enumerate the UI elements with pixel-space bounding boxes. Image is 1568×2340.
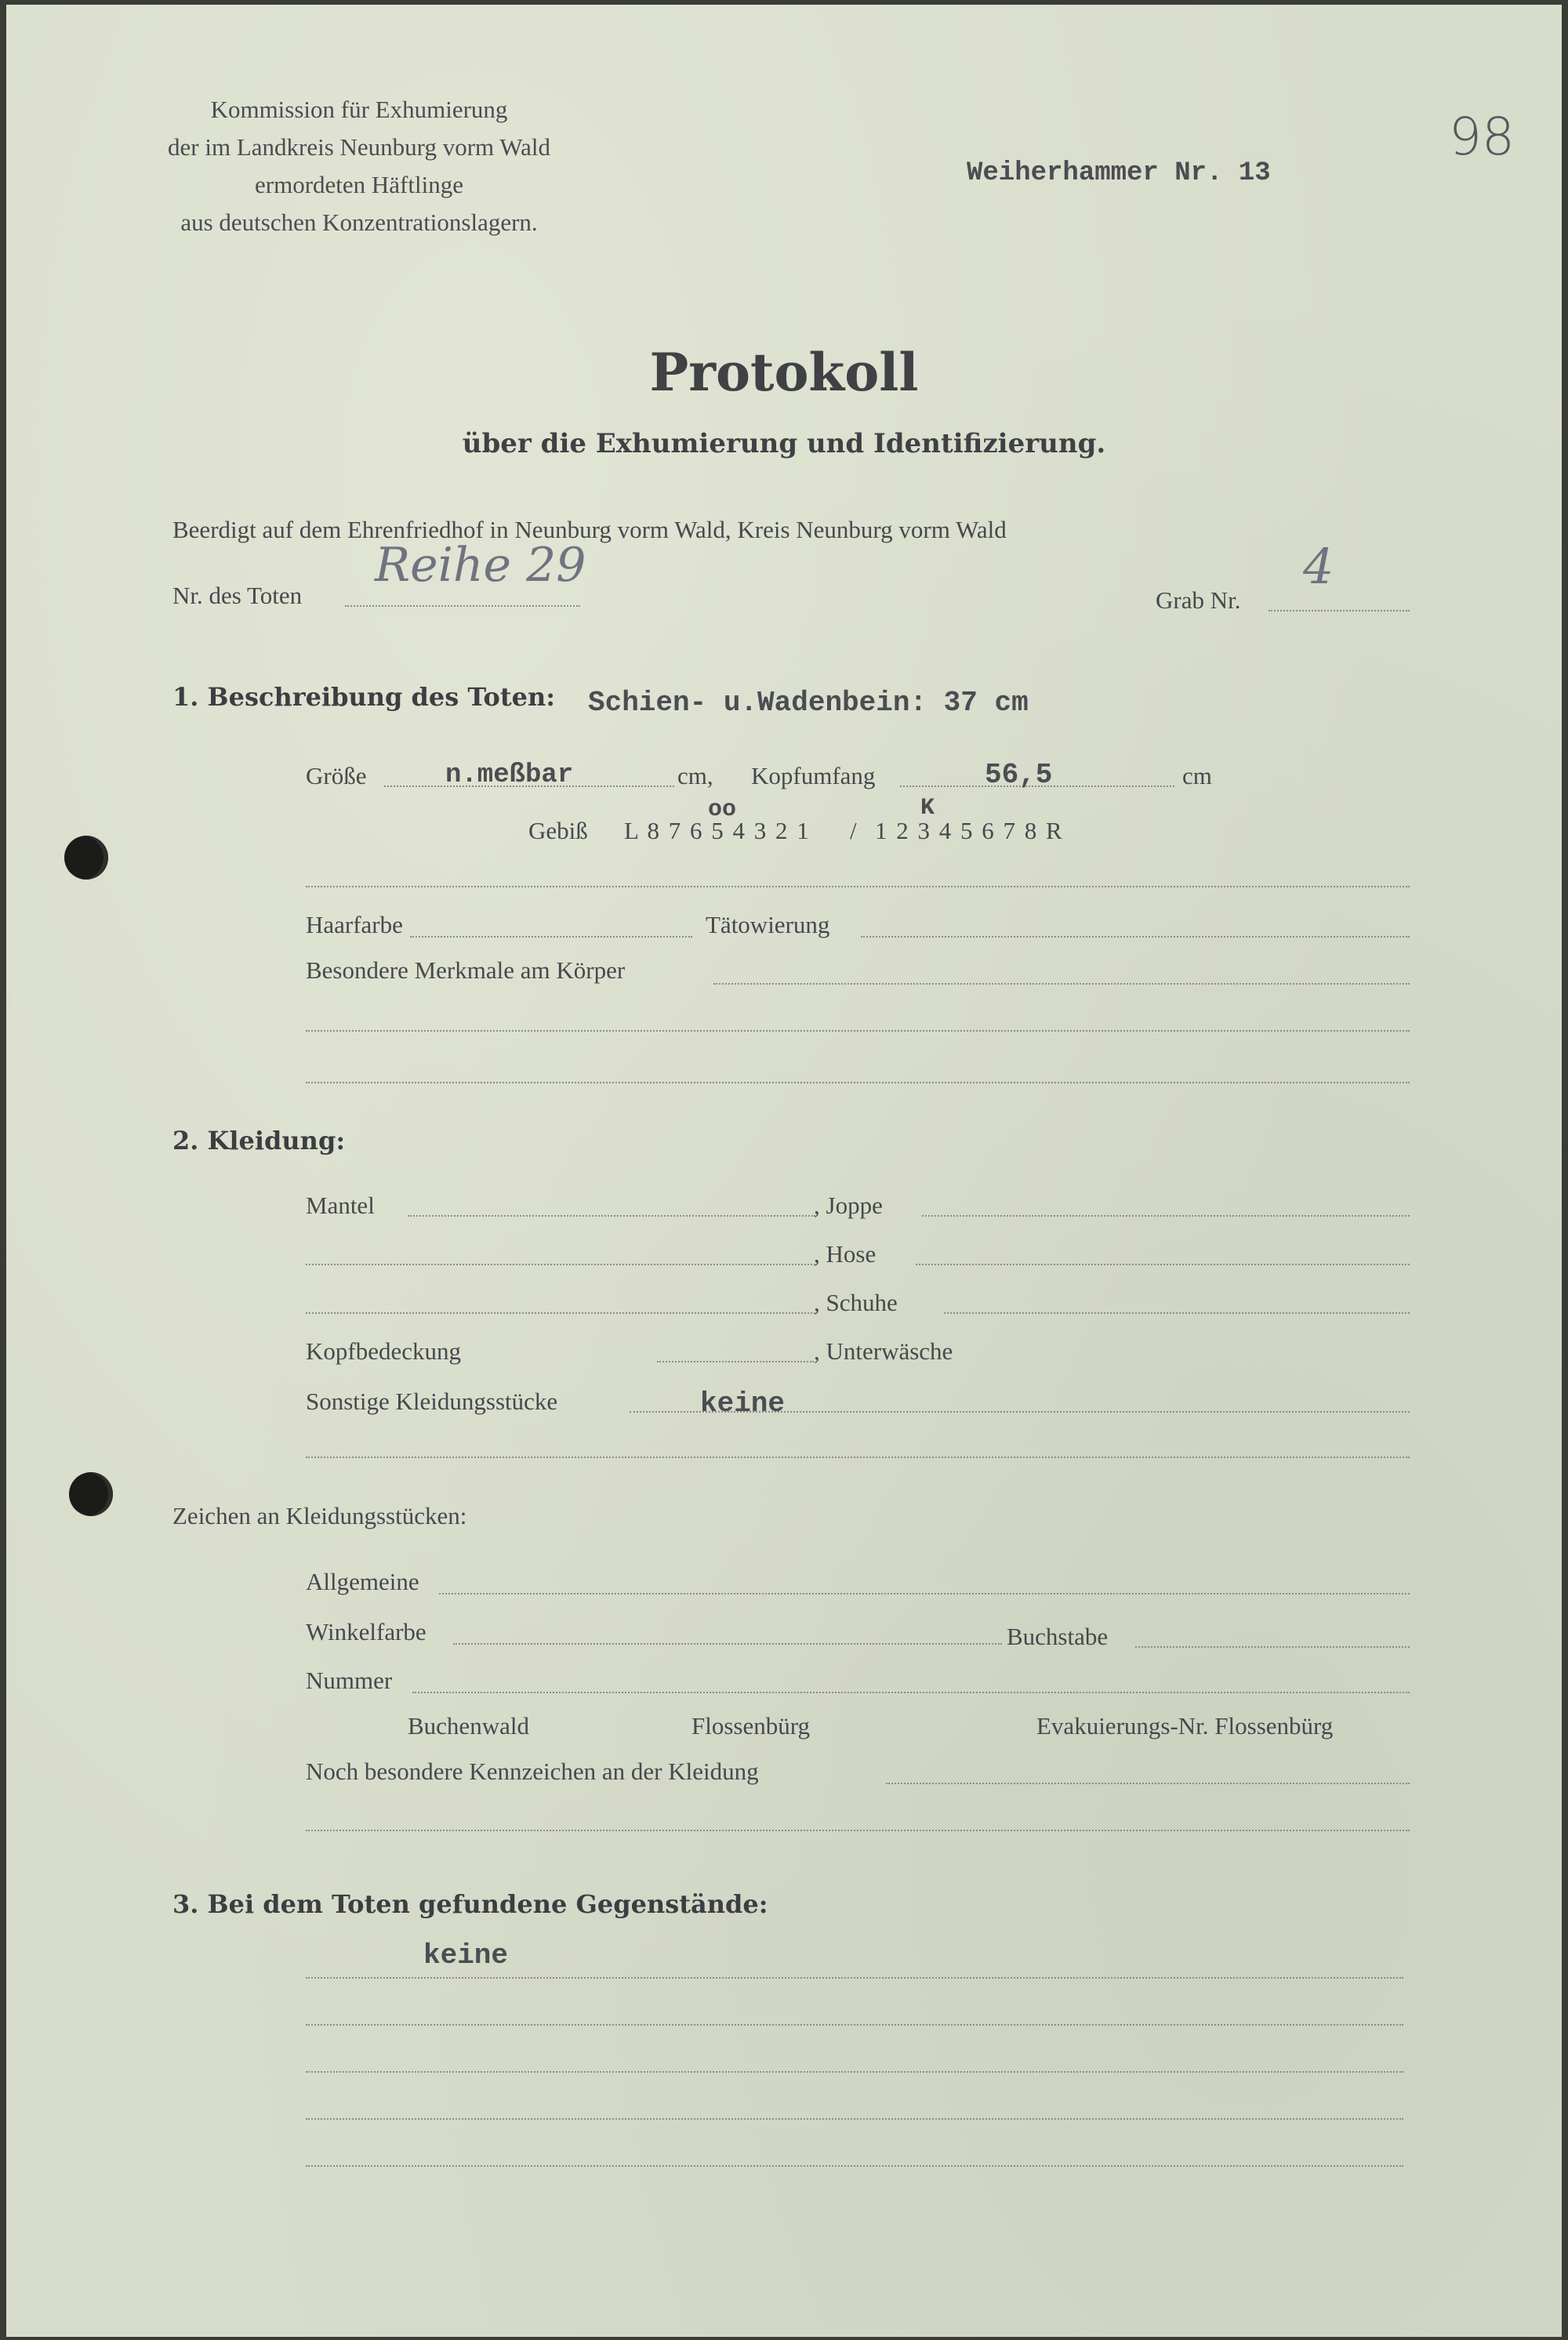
kopfumfang-value: 56,5 bbox=[985, 759, 1053, 791]
haarfarbe-label: Haarfarbe bbox=[306, 911, 403, 938]
section-3-heading: 3. Bei dem Toten gefundene Gegenstände: bbox=[172, 1889, 768, 1919]
merkmale-label: Besondere Merkmale am Körper bbox=[306, 956, 626, 984]
gebiss-mark-left: oo bbox=[708, 796, 737, 823]
schuhe-line bbox=[944, 1312, 1410, 1314]
kopfbedeckung-line bbox=[657, 1361, 814, 1362]
punch-hole-upper bbox=[64, 836, 108, 880]
typed-note: Schien- u.Wadenbein: 37 cm bbox=[588, 687, 1029, 719]
buchenwald-label: Buchenwald bbox=[408, 1712, 529, 1740]
commission-line-4: aus deutschen Konzentrationslagern. bbox=[180, 209, 538, 236]
clothing-blank-line-2 bbox=[306, 1312, 815, 1314]
page-number: 98 bbox=[1449, 107, 1515, 167]
groesse-unit: cm, bbox=[677, 762, 713, 789]
joppe-label: , Joppe bbox=[814, 1192, 883, 1219]
winkelfarbe-line bbox=[453, 1643, 1002, 1645]
commission-line-3: ermordeten Häftlinge bbox=[255, 171, 463, 198]
taetowierung-line bbox=[861, 936, 1410, 938]
gebiss-left: L 8 7 6 5 4 3 2 1 bbox=[624, 817, 811, 844]
gegenstaende-line-4 bbox=[306, 2118, 1403, 2120]
gegenstaende-line-5 bbox=[306, 2165, 1403, 2167]
hose-line bbox=[916, 1264, 1410, 1265]
gegenstaende-line-2 bbox=[306, 2024, 1403, 2026]
grab-nr-value: 4 bbox=[1303, 538, 1334, 595]
kopfumfang-label: Kopfumfang bbox=[751, 762, 876, 789]
clothing-blank-line-1 bbox=[306, 1264, 815, 1265]
gebiss-label: Gebiß bbox=[528, 817, 588, 844]
sonstige-line-2 bbox=[306, 1457, 1410, 1458]
nr-des-toten-label: Nr. des Toten bbox=[172, 582, 303, 609]
joppe-line bbox=[922, 1215, 1410, 1217]
nr-des-toten-line bbox=[345, 605, 580, 607]
commission-header bbox=[163, 91, 555, 241]
grab-nr-line bbox=[1269, 610, 1410, 611]
evakuierung-label: Evakuierungs-Nr. Flossenbürg bbox=[1036, 1712, 1334, 1740]
buchstabe-label: Buchstabe bbox=[1007, 1623, 1109, 1650]
taetowierung-label: Tätowierung bbox=[706, 911, 830, 938]
document-title: Protokoll bbox=[649, 342, 919, 403]
section-1-heading: 1. Beschreibung des Toten: bbox=[172, 682, 556, 712]
kopfbedeckung-label: Kopfbedeckung bbox=[306, 1337, 461, 1365]
mantel-label: Mantel bbox=[306, 1192, 375, 1219]
noch-label: Noch besondere Kennzeichen an der Kleidung bbox=[306, 1758, 759, 1785]
nr-des-toten-value: Reihe 29 bbox=[375, 538, 586, 593]
flossenbuerg-label: Flossenbürg bbox=[691, 1712, 811, 1740]
sonstige-value: keine bbox=[700, 1388, 786, 1420]
zeichen-heading: Zeichen an Kleidungsstücken: bbox=[172, 1502, 467, 1529]
buchstabe-line bbox=[1135, 1646, 1410, 1648]
gebiss-right: 1 2 3 4 5 6 7 8 R bbox=[875, 817, 1064, 844]
nummer-label: Nummer bbox=[306, 1667, 393, 1694]
gebiss-mark-right: K bbox=[920, 795, 935, 822]
merkmale-line-3 bbox=[306, 1082, 1410, 1083]
commission-line-2: der im Landkreis Neunburg vorm Wald bbox=[168, 133, 550, 161]
schuhe-label: , Schuhe bbox=[814, 1289, 898, 1316]
allgemeine-line bbox=[439, 1593, 1410, 1594]
hose-label: , Hose bbox=[814, 1240, 877, 1268]
gegenstaende-line-1 bbox=[306, 1977, 1403, 1979]
nummer-line bbox=[412, 1692, 1410, 1693]
gebiss-separator: / bbox=[850, 817, 857, 844]
document-subtitle: über die Exhumierung und Identifizierung. bbox=[462, 428, 1106, 459]
section-2-heading: 2. Kleidung: bbox=[172, 1126, 346, 1155]
sonstige-label: Sonstige Kleidungsstücke bbox=[306, 1388, 558, 1415]
groesse-value: n.meßbar bbox=[445, 760, 574, 790]
mantel-line bbox=[408, 1215, 815, 1217]
document-page bbox=[6, 5, 1562, 2337]
gebiss-blank-line bbox=[306, 886, 1410, 887]
typed-reference: Weiherhammer Nr. 13 bbox=[967, 158, 1271, 188]
merkmale-line bbox=[713, 983, 1410, 985]
noch-line-2 bbox=[306, 1830, 1410, 1831]
merkmale-line-2 bbox=[306, 1030, 1410, 1032]
unterwaesche-label: , Unterwäsche bbox=[814, 1337, 953, 1365]
grab-nr-label: Grab Nr. bbox=[1156, 586, 1241, 614]
gegenstaende-line-3 bbox=[306, 2071, 1403, 2073]
kopfumfang-unit: cm bbox=[1182, 762, 1212, 789]
groesse-label: Größe bbox=[306, 762, 367, 789]
burial-text: Beerdigt auf dem Ehrenfriedhof in Neunburg vorm Wald, Kreis Neunburg vorm Wald bbox=[172, 516, 1007, 543]
commission-line-1: Kommission für Exhumierung bbox=[210, 96, 508, 123]
winkelfarbe-label: Winkelfarbe bbox=[306, 1618, 426, 1645]
haarfarbe-line bbox=[410, 936, 692, 938]
allgemeine-label: Allgemeine bbox=[306, 1568, 419, 1595]
section-3-value: keine bbox=[423, 1939, 509, 1972]
punch-hole-lower bbox=[69, 1472, 113, 1516]
noch-line bbox=[886, 1783, 1410, 1784]
